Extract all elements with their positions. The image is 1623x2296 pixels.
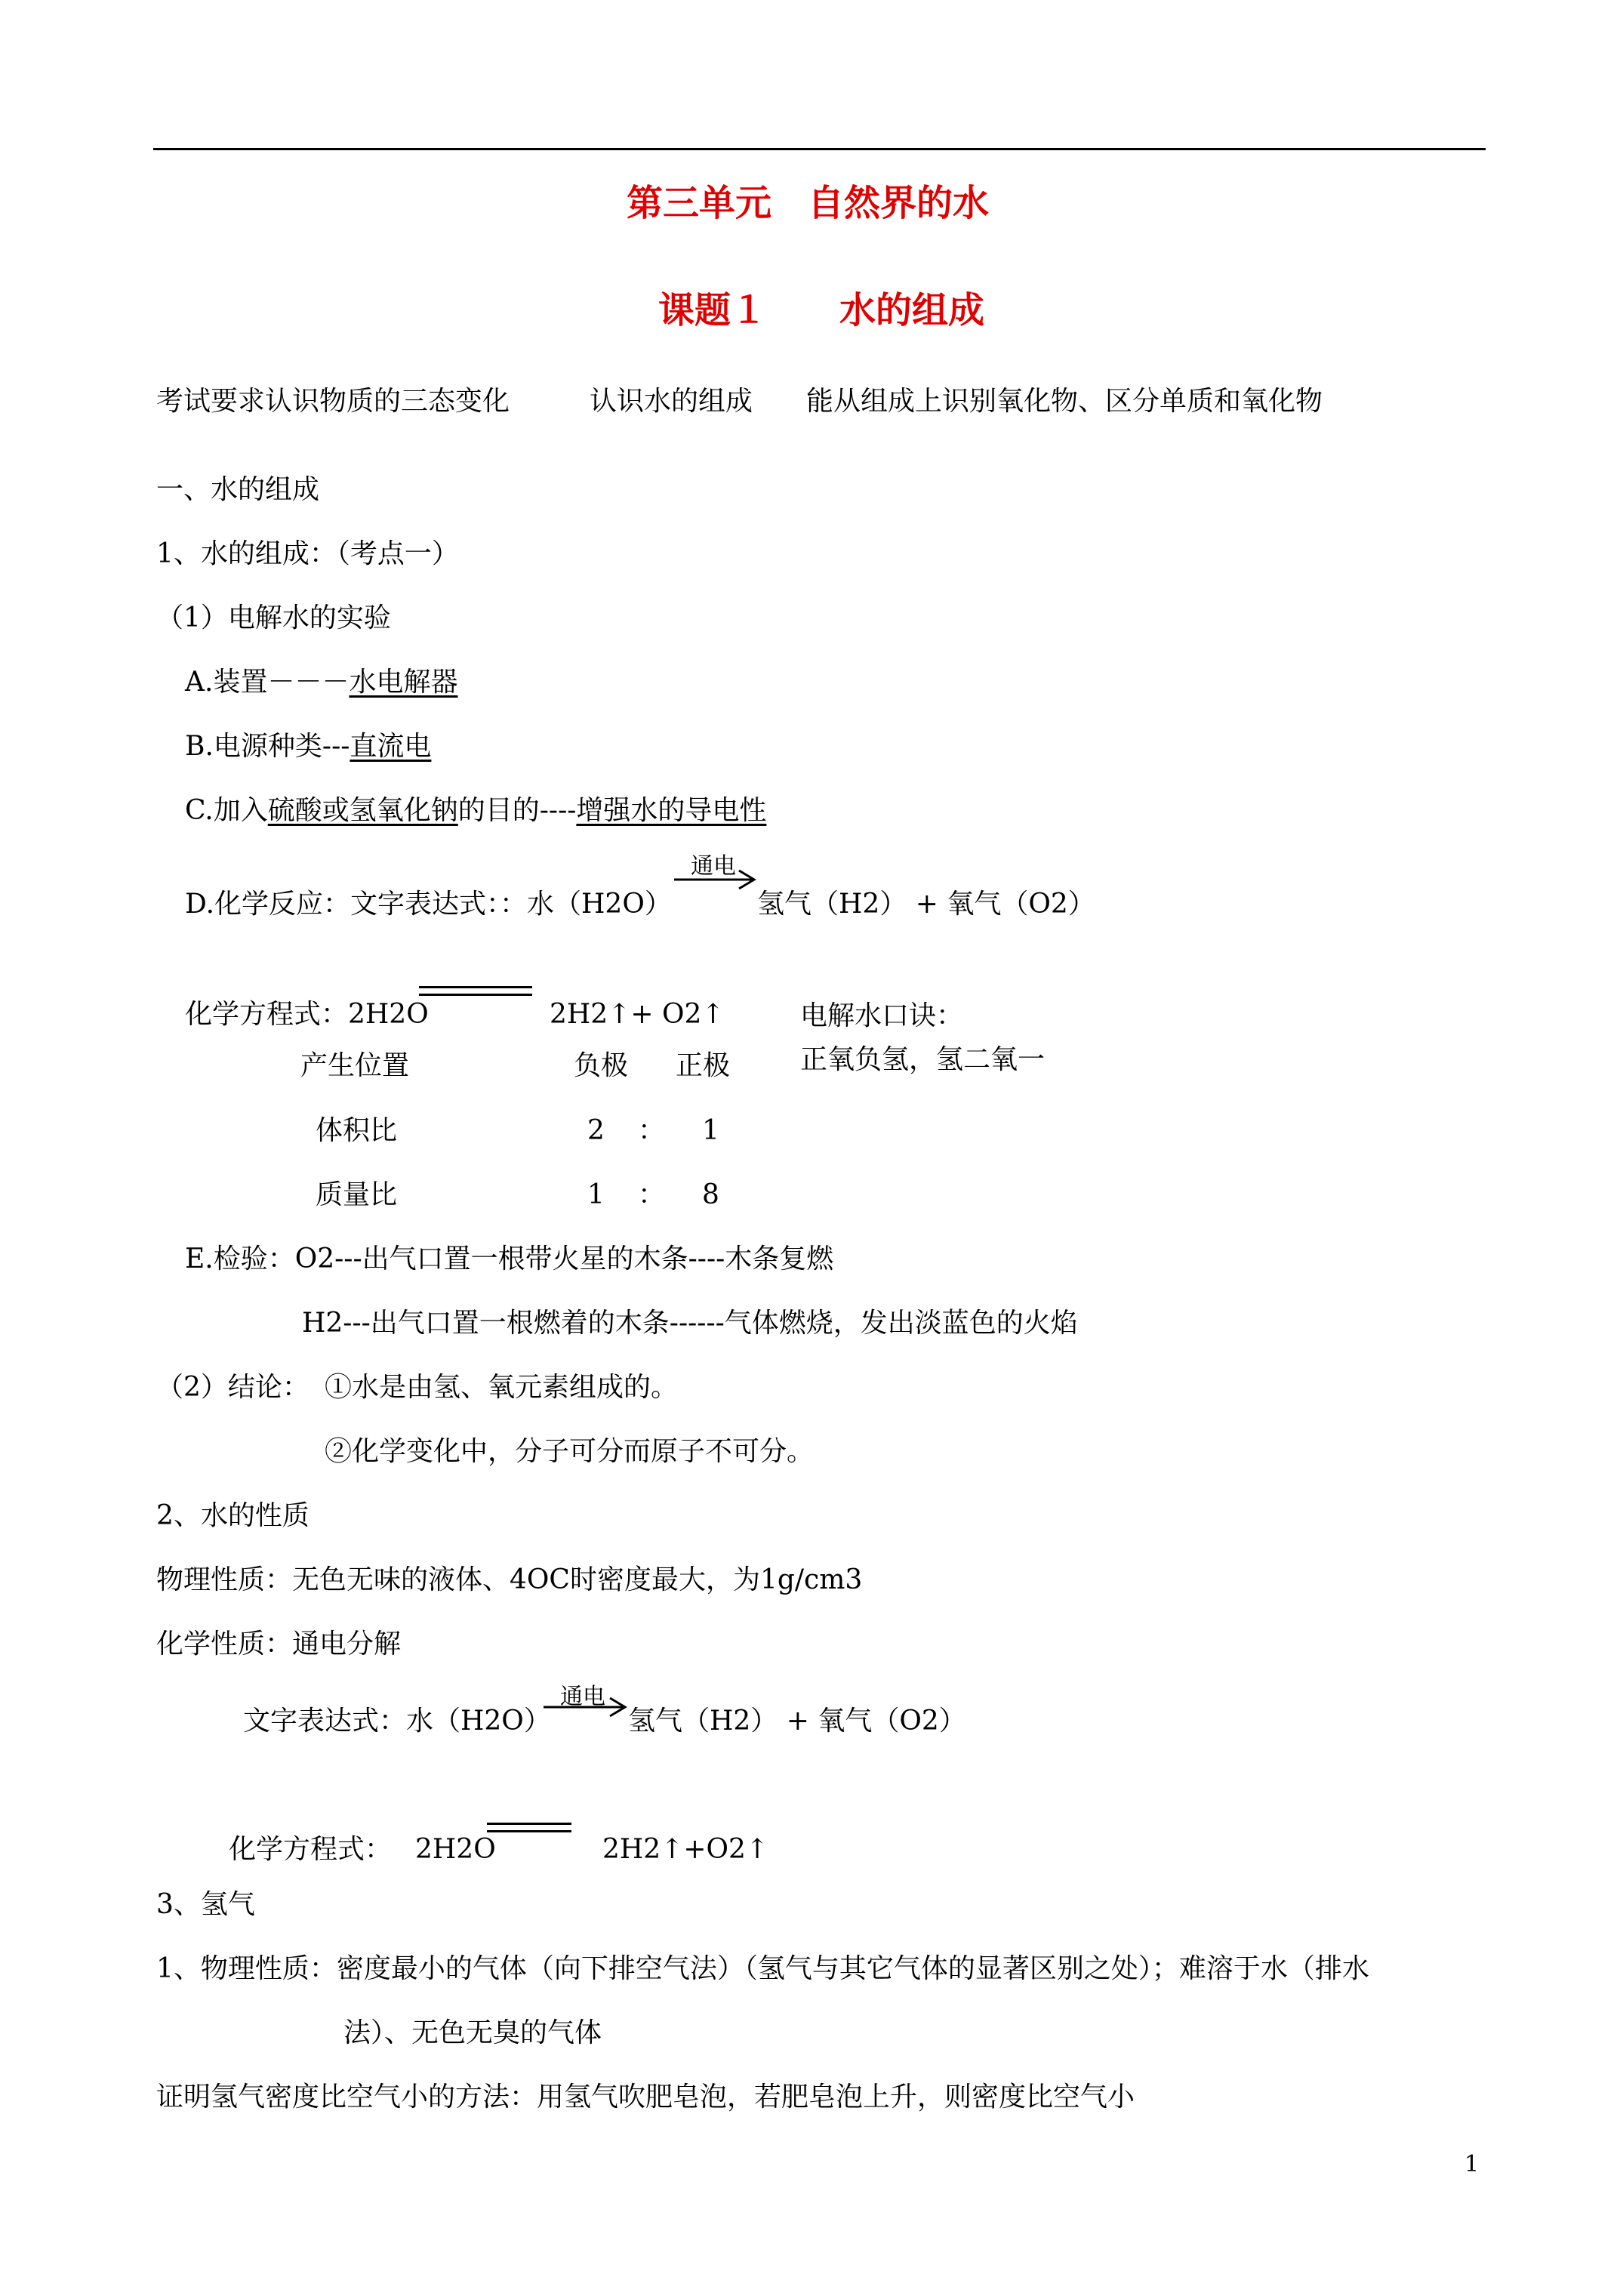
word-equation-products: 氢气（H2） + 氧气（O2） (628, 1706, 966, 1737)
table-row-volume-label: 体积比 (316, 1115, 398, 1146)
conclusion-2: ②化学变化中，分子可分而原子不可分。 (325, 1436, 815, 1467)
hydrogen-physical-1: 1、物理性质：密度最小的气体（向下排空气法）（氢气与其它气体的显著区别之处）；难溶于水（排水 (156, 1953, 1369, 1984)
physical-properties: 物理性质：无色无味的液体、4OC时密度最大，为1g/cm3 (156, 1564, 863, 1595)
mnemonic-text: 正氧负氢，氢二氧一 (800, 1044, 1046, 1075)
requirement-2: 认识水的组成 (590, 386, 753, 417)
mnemonic-title: 电解水口诀： (800, 1000, 964, 1031)
item-c (185, 794, 766, 827)
item-d-products: 氢气（H2） + 氧气（O2） (757, 889, 1095, 920)
table-row-volume-sep: ： (638, 1115, 666, 1146)
item-d: D.化学反应：文字表达式：：水（H2O） (185, 889, 672, 920)
equation-2-products: 2H2↑+O2↑ (602, 1834, 769, 1865)
hydrogen-physical-2: 法）、无色无臭的气体 (343, 2017, 602, 2048)
word-equation-arrow-icon (544, 1696, 628, 1718)
table-row-mass-neg: 1 (587, 1179, 605, 1210)
section-heading: 一、水的组成 (156, 474, 320, 505)
equals-double-line-2 (487, 1823, 571, 1832)
item-b-value: 直流电 (350, 731, 432, 762)
table-row-volume-pos: 1 (702, 1115, 719, 1146)
properties-heading: 2、水的性质 (156, 1500, 310, 1531)
word-equation: 文字表达式：水（H2O） (243, 1706, 551, 1737)
item-e-line2: H2---出气口置一根燃着的木条------气体燃烧，发出淡蓝色的火焰 (302, 1308, 1078, 1339)
equation-2-label: 化学方程式： (229, 1834, 393, 1865)
equals-double-line (419, 986, 532, 996)
lesson-title: 课题１ 水的组成 (658, 289, 985, 331)
equation-1: 化学方程式：2H2O (185, 999, 429, 1030)
table-header-position: 产生位置 (300, 1050, 410, 1081)
unit-title: 第三单元 自然界的水 (627, 182, 990, 224)
electrolysis-condition: 通电 (691, 853, 736, 880)
requirement-3: 能从组成上识别氧化物、区分单质和氧化物 (806, 386, 1323, 417)
table-header-positive: 正极 (676, 1050, 731, 1081)
item-c-mid: 的目的---- (457, 795, 577, 826)
table-row-volume-neg: 2 (587, 1115, 605, 1146)
word-equation-condition: 通电 (560, 1684, 605, 1710)
conclusion-1: ①水是由氢、氧元素组成的。 (325, 1372, 679, 1403)
subsection-heading: 1、水的组成：（考点一） (156, 538, 459, 569)
equation-1-products: 2H2↑+ O2↑ (550, 999, 725, 1030)
equation-2-reactant: 2H2O (415, 1834, 496, 1865)
header-rule (153, 148, 1486, 150)
chemical-properties: 化学性质：通电分解 (156, 1629, 402, 1660)
hydrogen-heading: 3、氢气 (156, 1889, 255, 1920)
conclusion-label: （2）结论： (156, 1372, 310, 1403)
item-b-label: B.电源种类--- (185, 731, 350, 762)
item-c-additive: 硫酸或氢氧化钠 (267, 795, 458, 826)
item-e-line1: E.检验：O2---出气口置一根带火星的木条----木条复燃 (185, 1244, 834, 1274)
table-row-mass-label: 质量比 (316, 1179, 398, 1210)
item-b (185, 730, 431, 763)
table-header-negative: 负极 (574, 1050, 629, 1081)
item-c-label: C.加入 (185, 795, 268, 826)
requirement-1: 考试要求认识物质的三态变化 (156, 386, 510, 417)
item-a-value: 水电解器 (349, 667, 458, 698)
reaction-arrow-icon (674, 868, 757, 891)
item-a (185, 666, 457, 699)
table-row-mass-pos: 8 (702, 1179, 719, 1210)
item-c-purpose: 增强水的导电性 (576, 795, 767, 826)
table-row-mass-sep: ： (638, 1179, 666, 1210)
page-number: 1 (1464, 2151, 1480, 2177)
hydrogen-proof: 证明氢气密度比空气小的方法：用氢气吹肥皂泡，若肥皂泡上升，则密度比空气小 (156, 2082, 1135, 2113)
item-a-label: A.装置－－－ (185, 667, 350, 698)
experiment-title: （1）电解水的实验 (156, 603, 391, 633)
